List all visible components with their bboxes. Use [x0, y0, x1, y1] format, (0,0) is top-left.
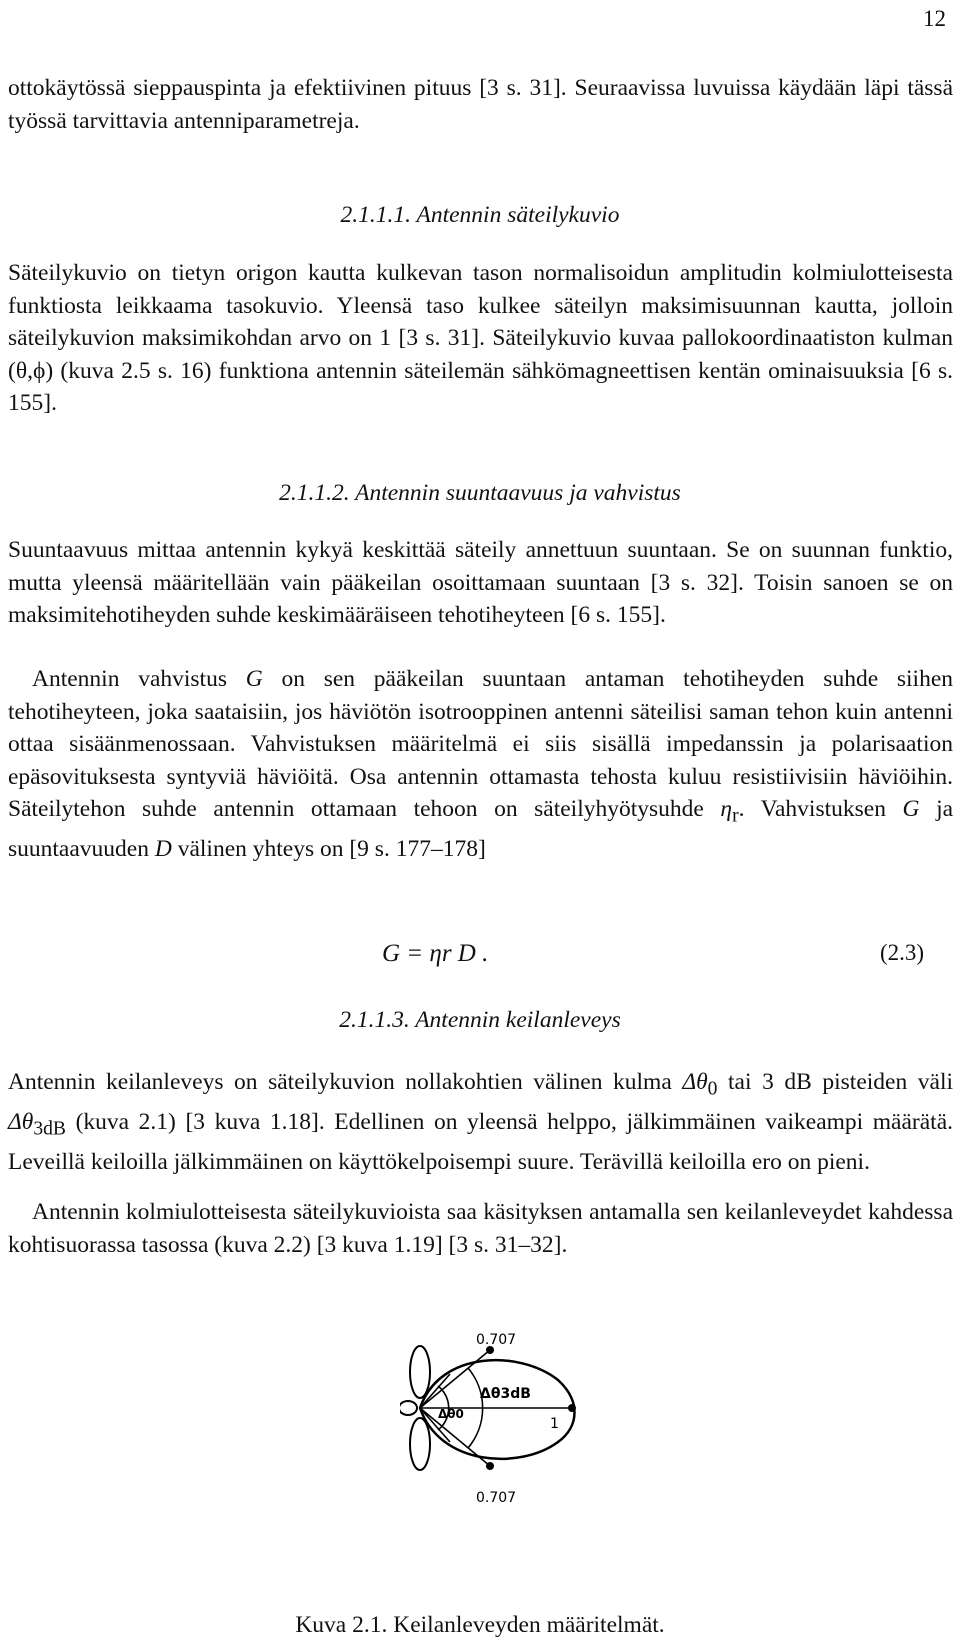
- point-max: [568, 1404, 576, 1412]
- figure-caption: Kuva 2.1. Keilanleveyden määritelmät.: [295, 1612, 665, 1638]
- line-null-top: [420, 1374, 450, 1408]
- label-0707-bottom: 0.707: [476, 1490, 517, 1506]
- symbol-eta: η: [720, 796, 733, 822]
- symbol-delta-theta-3db: Δθ: [8, 1109, 34, 1136]
- paragraph-directivity: Suuntaavuus mittaa antennin kykyä keskittää säteily annettuun suuntaan. Se on suunnan funktio, mutta yleensä määritellään vain pääkeilan osoittamaan suuntaan [3 s. 32]. Toisin sanoen se on maksimitehotiheyden suhde keskimääräiseen tehotiheyteen [6 s. 155].: [8, 537, 953, 628]
- label-delta-theta-0: Δθ0: [438, 1407, 464, 1421]
- equation-expression: G = ηr D .: [382, 940, 489, 967]
- page-number: 12: [923, 6, 946, 31]
- beamwidth-text-c: (kuva 2.1) [3 kuva 1.18]. Edellinen on yleensä helppo, jälkimmäinen vaikeampi määrätä. Leveillä keiloilla jälkimmäinen on käyttökelpoisempi suure. Terävillä keiloilla ero on pieni.: [8, 1109, 954, 1176]
- symbol-G-2: G: [902, 796, 920, 822]
- heading-radiation-pattern: 2.1.1.1. Antennin säteilykuvio: [340, 202, 620, 228]
- heading-directivity-gain: 2.1.1.2. Antennin suuntaavuus ja vahvistus: [279, 480, 681, 506]
- symbol-G: G: [245, 666, 263, 692]
- paragraph-radiation-pattern: Säteilykuvio on tietyn origon kautta kulkevan tason normalisoidun amplitudin kolmiulotteisesta funktiosta leikkaama tasokuvio. Yleensä taso kulkee säteilyn maksimisuunnan kautta, jolloin säteilykuvion maksimikohdan arvo on 1 [3 s. 31]. Säteilykuvio kuvaa pallokoordinaatiston kulman (θ,ϕ) (kuva 2.5 s. 16) funktiona antennin säteilemän sähkömagneettisen kentän ominaisuuksia [6 s. 155].: [8, 260, 953, 416]
- paragraph-gain: [8, 663, 953, 866]
- label-0707-top: 0.707: [476, 1332, 517, 1348]
- point-3db-bottom: [486, 1462, 494, 1470]
- subscript-0: 0: [707, 1078, 718, 1100]
- heading-beamwidth: 2.1.1.3. Antennin keilanleveys: [339, 1007, 621, 1033]
- gain-text-d: ja suuntaavuuden: [8, 796, 954, 863]
- gain-text-e: välinen yhteys on [9 s. 177–178]: [177, 836, 486, 863]
- pattern-text: Antennin kolmiulotteisesta säteilykuvioista saa käsityksen antamalla sen keilanleveydet kahdessa kohtisuorassa tasossa (kuva 2.2) [3 kuva 1.19] [3 s. 31–32].: [8, 1199, 953, 1258]
- symbol-D: D: [154, 836, 172, 863]
- gain-text-c: . Vahvistuksen: [738, 796, 886, 822]
- paragraph-3d-pattern: [8, 1196, 953, 1261]
- beamwidth-figure: [400, 1330, 600, 1510]
- side-lobe-top: [410, 1346, 430, 1398]
- equation-2-3: [0, 940, 960, 980]
- back-lobe: [400, 1401, 417, 1415]
- label-one: 1: [550, 1416, 559, 1432]
- equation-number: (2.3): [880, 940, 925, 965]
- label-delta-theta-3db: Δθ3dB: [480, 1386, 531, 1402]
- paragraph-beamwidth: [8, 1066, 953, 1179]
- symbol-delta-theta-0: Δθ: [682, 1069, 708, 1095]
- gain-text-b: on sen pääkeilan suuntaan antaman tehotiheyden suhde siihen tehotiheyteen, joka saataisiin, jos häviötön isotrooppinen antenni säteilisi saman tehon kuin antenni ottaa sisäänmenossaan. Vahvistuksen määritelmä ei siis sisällä impedanssin ja polarisaation epäsovituksesta syntyviä häviöitä. Osa antennin ottamasta tehosta kuluu resistiivisiin häviöihin. Säteilytehon suhde antennin ottamaan tehoon on säteilyhyötysuhde: [8, 666, 954, 822]
- side-lobe-bottom: [410, 1418, 430, 1470]
- subscript-3db: 3dB: [33, 1118, 66, 1140]
- paragraph-intro: ottokäytössä sieppauspinta ja efektiivinen pituus [3 s. 31]. Seuraavissa luvuissa käydään läpi tässä työssä tarvittavia antenniparametreja.: [8, 75, 953, 134]
- beamwidth-text-a: Antennin keilanleveys on säteilykuvion nollakohtien välinen kulma: [8, 1069, 672, 1095]
- beamwidth-text-b: tai 3 dB pisteiden väli: [728, 1069, 954, 1095]
- gain-text-a: Antennin vahvistus: [32, 666, 227, 692]
- subscript-r: r: [732, 805, 739, 827]
